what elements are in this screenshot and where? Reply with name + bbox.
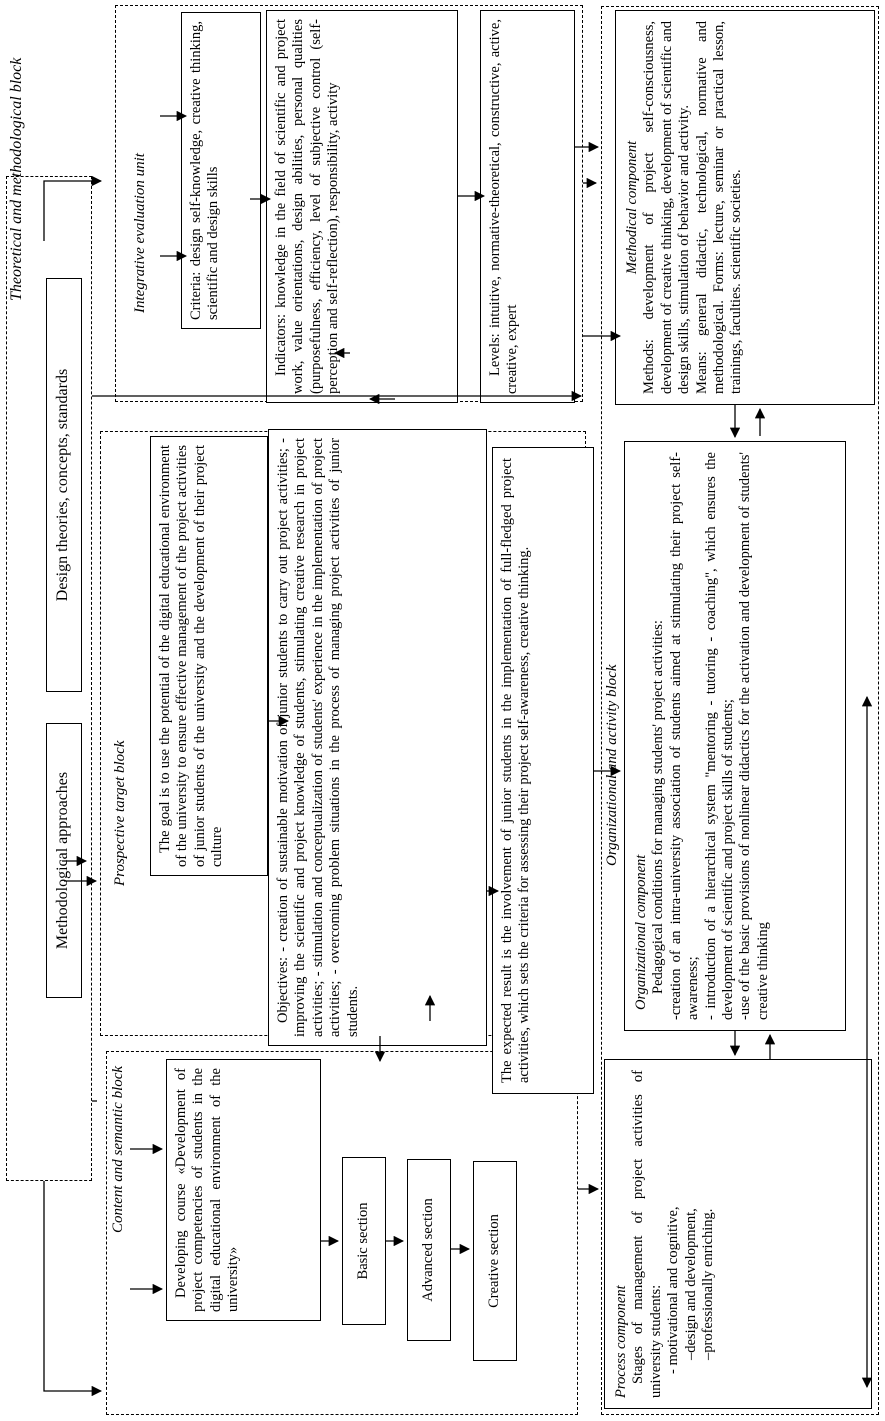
basic-section-text: Basic section: [355, 1202, 371, 1280]
levels-text: Levels: intuitive, normative-theoretical, constructive, active, creative, expert: [487, 19, 521, 394]
organizational-intro: Pedagogical conditions for managing students' project activities:: [650, 620, 667, 994]
process-intro: Stages of management of project activities of university students:: [630, 1070, 664, 1398]
process-stage-2: –design and development,: [682, 1208, 699, 1360]
process-stage-3: –professionally enriching.: [700, 1208, 717, 1360]
expected-result-text: The expected result is the involvement of junior students in the implementation of full-fledged project activities, which sets the criteria for assessing their project self-awareness, creative thinking.: [499, 458, 533, 1083]
advanced-section-text: Advanced section: [420, 1198, 436, 1302]
theoretical-block-label: Theoretical and methodological block: [8, 57, 25, 301]
methodical-methods: Methods: development of project self-consciousness, development of creative thinking, development of scientific and design skills, stimulation of behavior and activity.: [641, 21, 693, 394]
indicators-text: Indicators: knowledge in the field of scientific and project work, value orientations, design abilities, personal qualities (purposefulness, efficiency, level of subjective control (self-perception and self-reflection), responsibility, activity: [273, 19, 342, 394]
arrow-theory-to-content: [44, 1181, 101, 1391]
objectives-text: Objectives: - creation of sustainable motivation of junior students to carry out project activities; - improving the scientific and project knowledge of students, stimulating creative research in project activities; - stimulation and conceptualization of students' experience in the implementation of project activities; - overcoming problem situations in the process of managing project activities of junior students.: [275, 438, 361, 1037]
organizational-item-2: - introduction of a hierarchical system "mentoring - tutoring - coaching", which ensures the development of scientific and project skills of students;: [702, 452, 737, 1020]
creative-section-text: Creative section: [486, 1214, 502, 1308]
developing-course-text: Developing course «Development of project competencies of students in the digital educational environment of the university»: [173, 1068, 242, 1312]
methodological-approaches-text: Methodological approaches: [54, 771, 71, 950]
criteria-text: Criteria: design self-knowledge, creative thinking, scientific and design skills: [188, 21, 222, 320]
goal-text: The goal is to use the potential of the digital educational environment of the university to ensure effective management of the project activities of junior students of the university and the development of their project culture: [157, 445, 226, 867]
organizational-activity-label: Organizational and activity block: [604, 664, 620, 866]
content-block-label: Content and semantic block: [110, 1065, 126, 1233]
process-title: Process component: [613, 1285, 629, 1398]
organizational-item-1: -creation of an intra-university association of students aimed at stimulating their project self-awareness;: [667, 452, 702, 1020]
design-theories-text: Design theories, concepts, standards: [54, 368, 71, 602]
integrative-unit-label: Integrative evaluation unit: [132, 153, 148, 313]
organizational-title: Organizational component: [633, 854, 649, 1010]
organizational-item-3: -use of the basic provisions of nonlinear didactics for the activation and development of students' creative thinking: [737, 452, 771, 1020]
methodical-title: Methodical component: [624, 140, 640, 275]
methodical-means: Means: general didactic, technological, normative and methodological. Forms: lecture, seminar or practical lesson, trainings, faculties. scientific societies.: [693, 21, 745, 394]
prospective-block-label: Prospective target block: [112, 740, 128, 886]
arrow-theory-to-integrative: [44, 181, 101, 241]
process-stage-1: - motivational and cognitive,: [665, 1206, 682, 1374]
